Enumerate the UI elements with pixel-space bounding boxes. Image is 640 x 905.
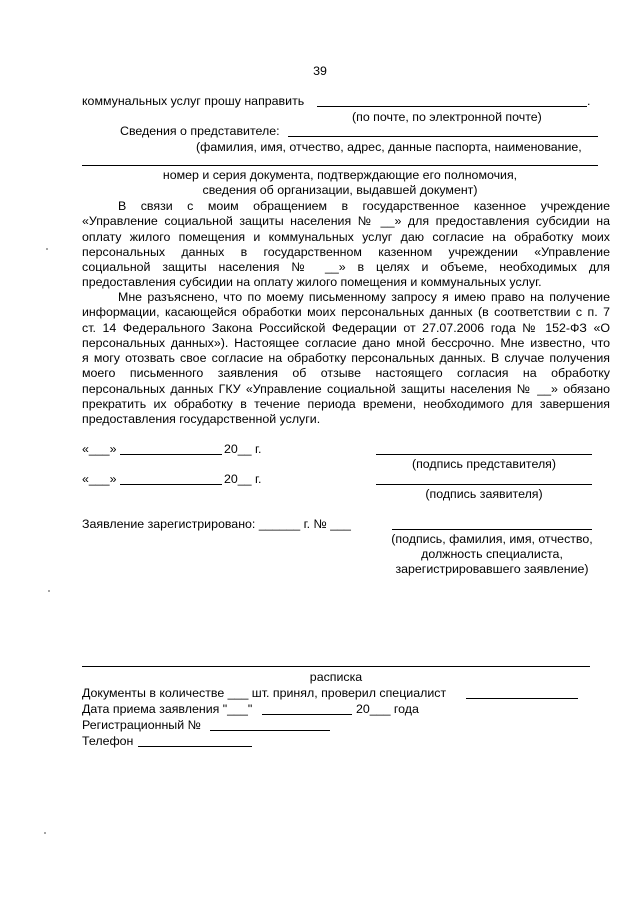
receipt-date-b: 20___ года [356, 702, 419, 716]
receipt-month-line [262, 714, 352, 715]
receipt-date-a: Дата приема заявления "___" [82, 702, 253, 716]
date-month-line-2 [120, 484, 222, 485]
date-open-2: «___» [82, 472, 117, 486]
registration-caption-2: должность специалиста, [421, 547, 563, 561]
receipt-phone: Телефон [82, 734, 134, 748]
rights-line-6: моего письменного заявления об отзыве настоящего согласия на обработку [82, 366, 610, 381]
page-number: 39 [313, 64, 327, 78]
representative-signature-caption: (подпись представителя) [411, 457, 557, 471]
registration-signature-line [392, 529, 592, 530]
representative-hint-2: номер и серия документа, подтверждающие его полномочия, [162, 168, 518, 182]
registration-caption-3: зарегистрировавшего заявление) [395, 562, 589, 576]
scan-speck [44, 832, 46, 834]
send-method-dot: . [587, 94, 591, 108]
date-month-line-1 [120, 454, 222, 455]
registration-caption-1: (подпись, фамилия, имя, отчество, [391, 532, 593, 546]
representative-label: Сведения о представителе: [120, 124, 280, 138]
applicant-signature-line [376, 484, 592, 485]
representative-signature-line [376, 454, 592, 455]
rights-line-9: предоставления государственной услуги. [82, 412, 321, 427]
send-method-hint: (по почте, по электронной почте) [352, 110, 542, 124]
send-method-line [317, 106, 587, 107]
date-year-2: 20__ г. [224, 472, 262, 486]
receipt-specialist-line [466, 698, 578, 699]
receipt-phone-line [138, 746, 252, 747]
representative-line-2 [82, 165, 598, 166]
consent-line-2: «Управление социальной защиты населения № __» для предоставления субсидии на [82, 214, 610, 229]
consent-line-3: оплату жилого помещения и коммунальных услуг даю согласие на обработку моих [82, 229, 610, 244]
receipt-reg-no-line [210, 730, 330, 731]
consent-line-1: В связи с моим обращением в государственное казенное учреждение [118, 199, 610, 213]
rights-paragraph [82, 290, 610, 428]
date-open-1: «___» [82, 442, 117, 456]
consent-line-4: персональных данных в государственном казенном учреждении «Управление [82, 244, 610, 259]
representative-hint-3: сведения об организации, выдавшей документ) [202, 183, 478, 197]
representative-hint-1: (фамилия, имя, отчество, адрес, данные паспорта, наименование, [196, 140, 582, 154]
receipt-reg-no: Регистрационный № [82, 718, 201, 732]
registration-label: Заявление зарегистрировано: ______ г. № ___ [82, 517, 351, 531]
consent-line-5: социальной защиты населения № __» в целях и объеме, необходимых для [82, 260, 610, 275]
receipt-cut-line [82, 666, 590, 667]
rights-line-8: прекратить их обработку в течение периода времени, необходимого для завершения [82, 397, 610, 412]
rights-line-1: Мне разъяснено, что по моему письменному запросу я имею право на получение [118, 290, 610, 304]
receipt-docs-line: Документы в количестве ___ шт. принял, проверил специалист [82, 686, 447, 700]
consent-paragraph [82, 199, 610, 291]
rights-line-2: информации, касающейся обработки моих персональных данных (в соответствии с п. 7 [82, 305, 610, 320]
receipt-title: расписка [309, 670, 363, 684]
representative-line [288, 136, 598, 137]
rights-line-7: персональных данных ГКУ «Управление социальной защиты населения № __» обязано [82, 381, 610, 396]
rights-line-4: персональных данных»). Настоящее согласие дано мной бессрочно. Мне известно, что [82, 335, 610, 350]
scan-speck [48, 590, 50, 592]
rights-line-5: я могу отозвать свое согласие на обработку персональных данных. В случае получения [82, 351, 610, 366]
scan-speck [46, 248, 48, 250]
send-method-label: коммунальных услуг прошу направить [82, 94, 305, 108]
consent-line-6: предоставления субсидии на оплату жилого помещения и коммунальных услуг. [82, 275, 542, 290]
date-year-1: 20__ г. [224, 442, 262, 456]
rights-line-3: ст. 14 Федерального Закона Российской Федерации от 27.07.2006 года № 152-ФЗ «О [82, 320, 610, 335]
applicant-signature-caption: (подпись заявителя) [425, 487, 543, 501]
